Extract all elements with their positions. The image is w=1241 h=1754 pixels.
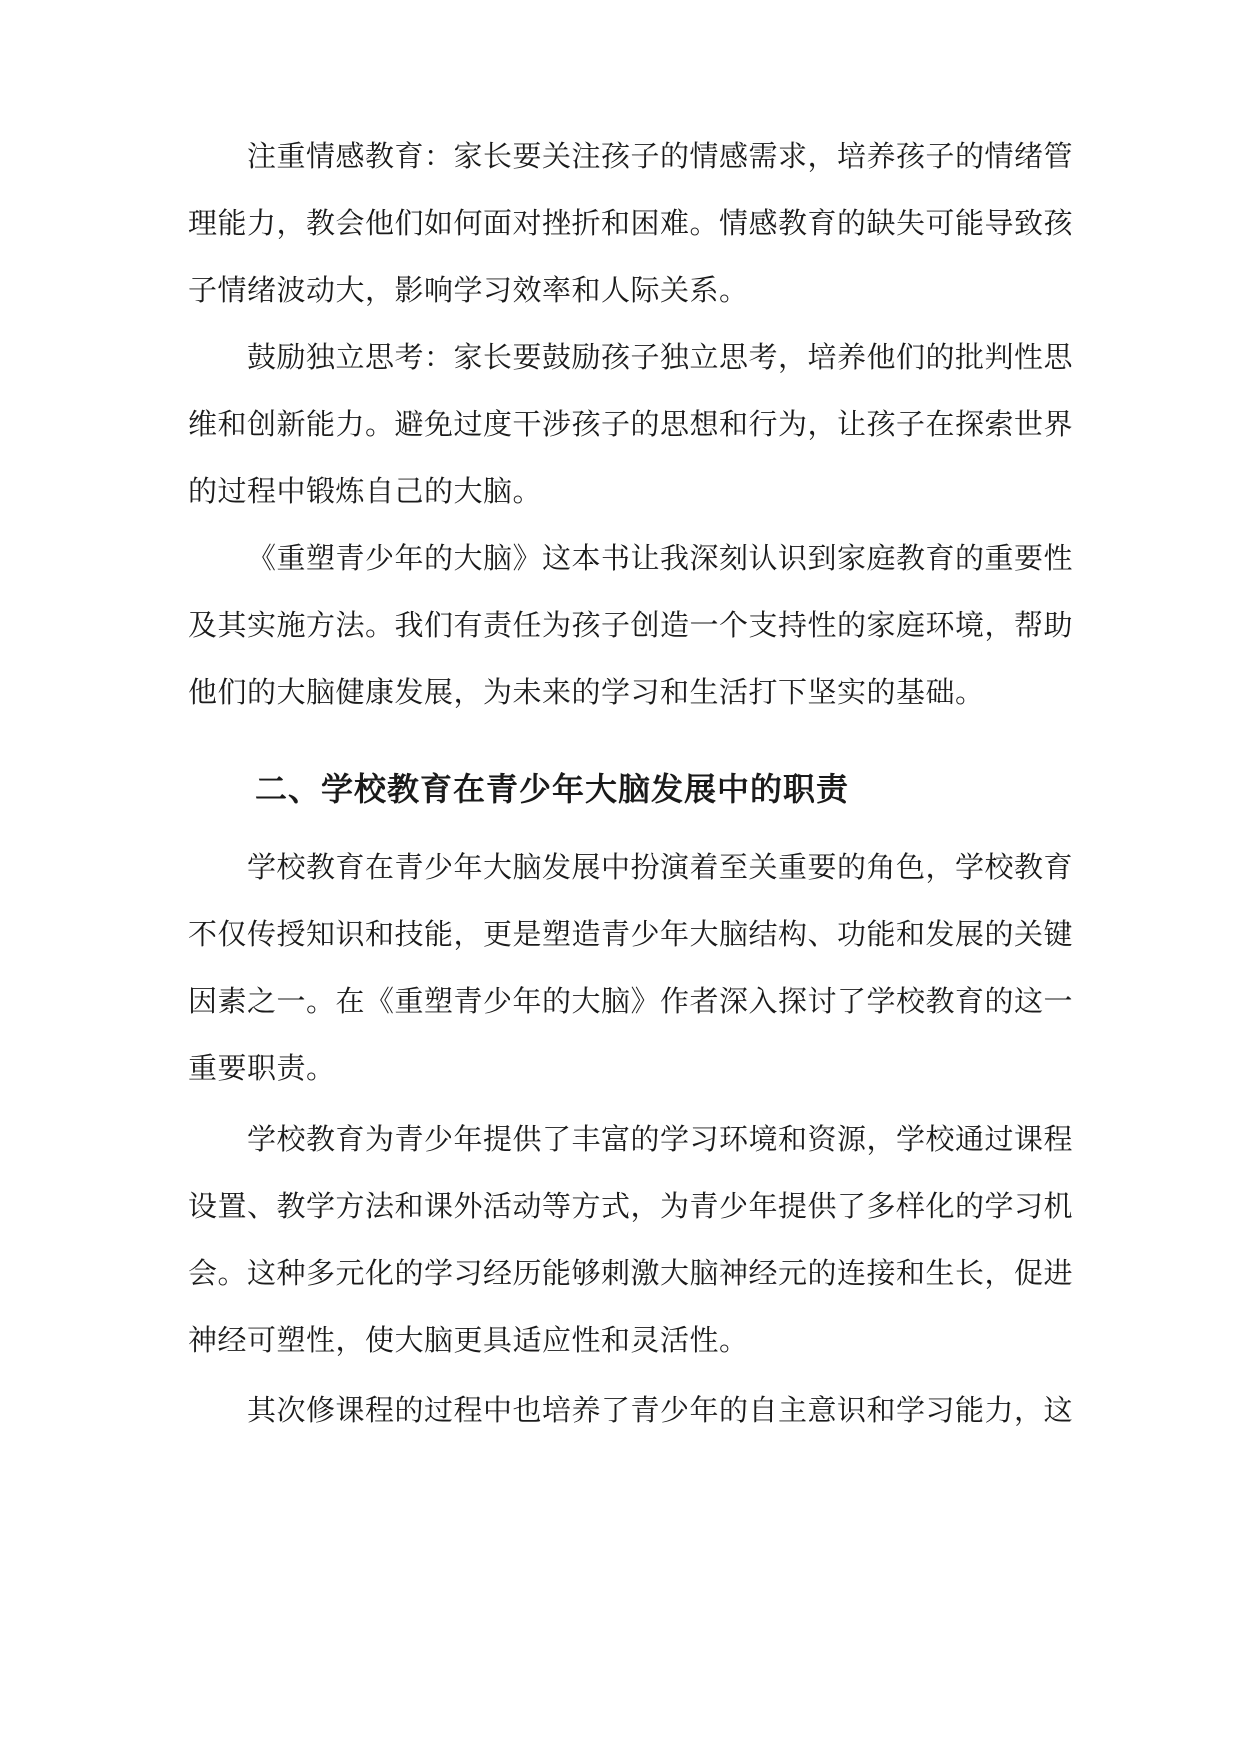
text-line: 学校教育在青少年大脑发展中扮演着至关重要的角色，学校教育 — [247, 850, 1074, 884]
text-line: 其次修课程的过程中也培养了青少年的自主意识和学习能力，这 — [247, 1393, 1074, 1427]
text-line: 注重情感教育：家长要关注孩子的情感需求，培养孩子的情绪管 — [247, 139, 1074, 173]
text-line: 子情绪波动大，影响学习效率和人际关系。 — [188, 273, 749, 307]
text-line: 不仅传授知识和技能，更是塑造青少年大脑结构、功能和发展的关键 — [188, 917, 1074, 951]
section-heading: 二、学校教育在青少年大脑发展中的职责 — [255, 770, 850, 808]
text-line: 因素之一。在《重塑青少年的大脑》作者深入探讨了学校教育的这一 — [188, 984, 1074, 1018]
text-line: 《重塑青少年的大脑》这本书让我深刻认识到家庭教育的重要性 — [247, 541, 1074, 575]
text-line: 理能力，教会他们如何面对挫折和困难。情感教育的缺失可能导致孩 — [188, 206, 1074, 240]
text-line: 神经可塑性，使大脑更具适应性和灵活性。 — [188, 1323, 749, 1357]
text-line: 他们的大脑健康发展，为未来的学习和生活打下坚实的基础。 — [188, 675, 985, 709]
text-line: 维和创新能力。避免过度干涉孩子的思想和行为，让孩子在探索世界 — [188, 407, 1074, 441]
text-line: 设置、教学方法和课外活动等方式，为青少年提供了多样化的学习机 — [188, 1189, 1074, 1223]
text-line: 重要职责。 — [188, 1051, 336, 1085]
text-line: 及其实施方法。我们有责任为孩子创造一个支持性的家庭环境，帮助 — [188, 608, 1074, 642]
text-line: 会。这种多元化的学习经历能够刺激大脑神经元的连接和生长，促进 — [188, 1256, 1074, 1290]
text-line: 的过程中锻炼自己的大脑。 — [188, 474, 543, 508]
text-line: 鼓励独立思考：家长要鼓励孩子独立思考，培养他们的批判性思 — [247, 340, 1074, 374]
text-line: 学校教育为青少年提供了丰富的学习环境和资源，学校通过课程 — [247, 1122, 1074, 1156]
